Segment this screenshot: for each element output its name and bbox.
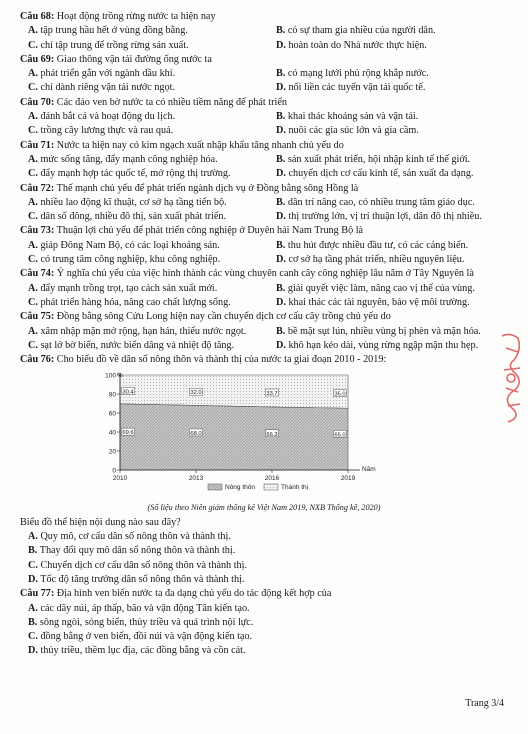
answer-option: D. thủy triều, thềm lục địa, các đồng bằng và cồn cát.: [28, 645, 246, 657]
answer-option: C. sạt lở bờ biển, nước biển dâng và nhiệt độ tăng.: [28, 339, 235, 351]
answer-option: A. phát triển gắn với ngành dầu khí.: [28, 68, 176, 80]
data-label-nong-thon: 65.0: [334, 432, 346, 439]
answer-option: B. giải quyết việc làm, nâng cao vị thế của vùng.: [276, 282, 475, 294]
x-tick-label: 2010: [112, 475, 128, 483]
question-77: Câu 77: Địa hình ven biển nước ta đa dạng chủ yếu do tác động kết hợp của: [20, 588, 332, 600]
question-71: Câu 71: Nước ta hiện nay có kim ngạch xuất nhập khẩu tăng nhanh chủ yếu do: [20, 139, 344, 151]
answer-option: D. nối liền các tuyến vận tải quốc tế.: [276, 82, 426, 94]
answer-option: B. sông ngòi, sóng biển, thủy triều và quá trình nội lực.: [28, 616, 254, 628]
answer-option: D. thị trường lớn, vị trí thuận lợi, dân đô thị nhiều.: [276, 211, 482, 223]
answer-option: B. có mạng lưới phủ rộng khắp nước.: [276, 68, 429, 80]
options-row: [20, 153, 508, 167]
answer-option: C. dân số đông, nhiều đô thị, sản xuất phát triển.: [28, 211, 227, 223]
answer-option: C. trồng cây lương thực và rau quả.: [28, 125, 174, 137]
options-row: [20, 110, 508, 124]
data-label-thanh-thi: 35.0: [334, 392, 346, 399]
options-row: [20, 239, 508, 253]
options-row: [20, 339, 508, 353]
answer-option: A. tập trung hầu hết ở vùng đồng bằng.: [28, 25, 188, 37]
question-70: Câu 70: Các đảo ven bờ nước ta có nhiều tiềm năng để phát triển: [20, 96, 287, 108]
area-nong-thon: [120, 404, 348, 470]
answer-option: C. chỉ dành riêng vận tải nước ngọt.: [28, 82, 175, 94]
answer-option: D. chuyển dịch cơ cấu kinh tế, sản xuất đa dạng.: [276, 168, 474, 180]
answer-option: A. xâm nhập mặn mở rộng, hạn hán, thiếu nước ngọt.: [28, 325, 247, 337]
options-row: [20, 325, 508, 339]
answer-option: D. Tốc độ tăng trưởng dân số nông thôn và thành thị.: [28, 573, 245, 585]
data-label-thanh-thi: 30.4: [122, 389, 134, 396]
answer-option: B. dân trí nâng cao, có nhiều trung tâm giáo dục.: [276, 196, 475, 208]
answer-option: A. đẩy mạnh trồng trọt, tạo cách sản xuất mới.: [28, 282, 218, 294]
x-tick-label: 2019: [340, 475, 356, 483]
x-tick-label: 2016: [264, 475, 280, 483]
question-77-options: [20, 602, 508, 659]
answer-option: A. nhiều lao động kĩ thuật, cơ sở hạ tầng tiến bộ.: [28, 196, 227, 208]
options-row: [20, 39, 508, 53]
options-row: [20, 253, 508, 267]
question-75: Câu 75: Đồng bằng sông Cửu Long hiện nay cần chuyển dịch cơ cấu cây trồng chủ yếu do: [20, 311, 391, 323]
options-row: [20, 282, 508, 296]
answer-option: A. mức sống tăng, đẩy mạnh công nghiệp hóa.: [28, 153, 218, 165]
answer-option: B. bề mặt sụt lún, nhiều vùng bị phèn và mặn hóa.: [276, 325, 481, 337]
page-number: Trang 3/4: [465, 698, 504, 709]
answer-option: B. sản xuất phát triển, hội nhập kinh tế thế giới.: [276, 153, 471, 165]
exam-page: [20, 10, 508, 659]
answer-option: C. đồng bằng ở ven biển, đồi núi và vận động kiến tạo.: [28, 631, 253, 643]
question-72: Câu 72: Thế mạnh chủ yếu để phát triển ngành dịch vụ ở Đồng bằng sông Hồng là: [20, 182, 359, 194]
answer-option: B. khai thác khoáng sản và vận tải.: [276, 111, 419, 123]
y-tick-label: 60: [108, 410, 116, 418]
y-tick-label: 40: [108, 429, 116, 437]
options-row: [20, 196, 508, 210]
question-74: Câu 74: Ý nghĩa chủ yếu của việc hình thành các vùng chuyên canh cây công nghiệp lâu năm ở Tây Nguyên là: [20, 268, 474, 280]
answer-option: C. đẩy mạnh hợp tác quốc tế, mở rộng thị trường.: [28, 168, 231, 180]
legend-label-nong-thon: Nông thôn: [225, 484, 255, 492]
data-label-nong-thon: 69.6: [122, 430, 134, 437]
question-76-stem: Biểu đồ thể hiện nội dung nào sau đây?: [20, 516, 181, 528]
y-tick-label: 0: [112, 467, 116, 475]
question-73: Câu 73: Thuận lợi chủ yếu để phát triển công nghiệp ở Duyên hải Nam Trung Bộ là: [20, 225, 364, 237]
options-row: [20, 124, 508, 138]
data-label-thanh-thi: 32.0: [190, 390, 202, 397]
answer-option: D. khô hạn kéo dài, vùng rừng ngập mặn thu hẹp.: [276, 339, 479, 351]
data-label-nong-thon: 68.0: [190, 431, 202, 438]
answer-option: B. có sự tham gia nhiều của người dân.: [276, 25, 436, 37]
y-tick-label: 100: [105, 372, 116, 380]
legend-swatch-thanh-thi: [264, 484, 278, 490]
answer-option: D. nuôi các gia súc lớn và gia cầm.: [276, 125, 419, 137]
options-row: [20, 210, 508, 224]
area-chart: [20, 369, 508, 501]
y-tick-label: 20: [108, 448, 116, 456]
population-chart: [20, 369, 508, 501]
question-68: Câu 68: Hoạt động trồng rừng nước ta hiện nay: [20, 11, 216, 22]
chart-source: (Số liệu theo Niên giám thống kê Việt Nam 2019, NXB Thống kê, 2020): [147, 503, 381, 513]
answer-option: C. phát triển hàng hóa, nâng cao chất lượng sống.: [28, 296, 231, 308]
options-row: [20, 167, 508, 181]
answer-option: C. có trung tâm công nghiệp, khu công nghiệp.: [28, 254, 221, 266]
x-tick-label: 2013: [188, 475, 204, 483]
answer-option: A. các dãy núi, áp thấp, bão và vận động Tân kiến tạo.: [28, 602, 250, 614]
answer-option: A. Quy mô, cơ cấu dân số nông thôn và thành thị.: [28, 531, 231, 543]
questions-top: [20, 10, 508, 353]
answer-option: B. Thay đổi quy mô dân số nông thôn và thành thị.: [28, 545, 236, 557]
question-69: Câu 69: Giao thông vận tải đường ống nước ta: [20, 53, 212, 65]
y-unit-label: %: [117, 372, 123, 380]
answer-option: D. hoàn toàn do Nhà nước thực hiện.: [276, 39, 427, 51]
red-stamp-icon: [496, 330, 526, 426]
options-row: [20, 24, 508, 38]
answer-option: A. đánh bắt cá và hoạt động du lịch.: [28, 111, 176, 123]
data-label-thanh-thi: 33.7: [266, 391, 278, 398]
area-thanh-thi: [120, 375, 348, 408]
answer-option: C. chỉ tập trung để trồng rừng sản xuất.: [28, 39, 189, 51]
question-76: Câu 76: Cho biểu đồ về dân số nông thôn và thành thị của nước ta giai đoạn 2010 - 2019:: [20, 354, 387, 366]
options-row: [20, 296, 508, 310]
answer-option: D. khai thác các tài nguyên, bảo vệ môi trường.: [276, 296, 470, 308]
options-row: [20, 67, 508, 81]
answer-option: C. Chuyển dịch cơ cấu dân số nông thôn và thành thị.: [28, 559, 248, 571]
x-unit-label: Năm: [362, 466, 376, 474]
data-label-nong-thon: 66.3: [266, 432, 278, 439]
answer-option: D. cơ sở hạ tầng phát triển, nhiều nguyên liệu.: [276, 254, 465, 266]
y-tick-label: 80: [108, 391, 116, 399]
question-76-options: [20, 530, 508, 587]
answer-option: B. thu hút được nhiều đầu tư, có các cảng biển.: [276, 239, 469, 251]
answer-option: A. giáp Đông Nam Bộ, có các loại khoáng sản.: [28, 239, 220, 251]
legend-label-thanh-thi: Thành thị: [281, 484, 309, 492]
options-row: [20, 81, 508, 95]
legend-swatch-nong-thon: [208, 484, 222, 490]
